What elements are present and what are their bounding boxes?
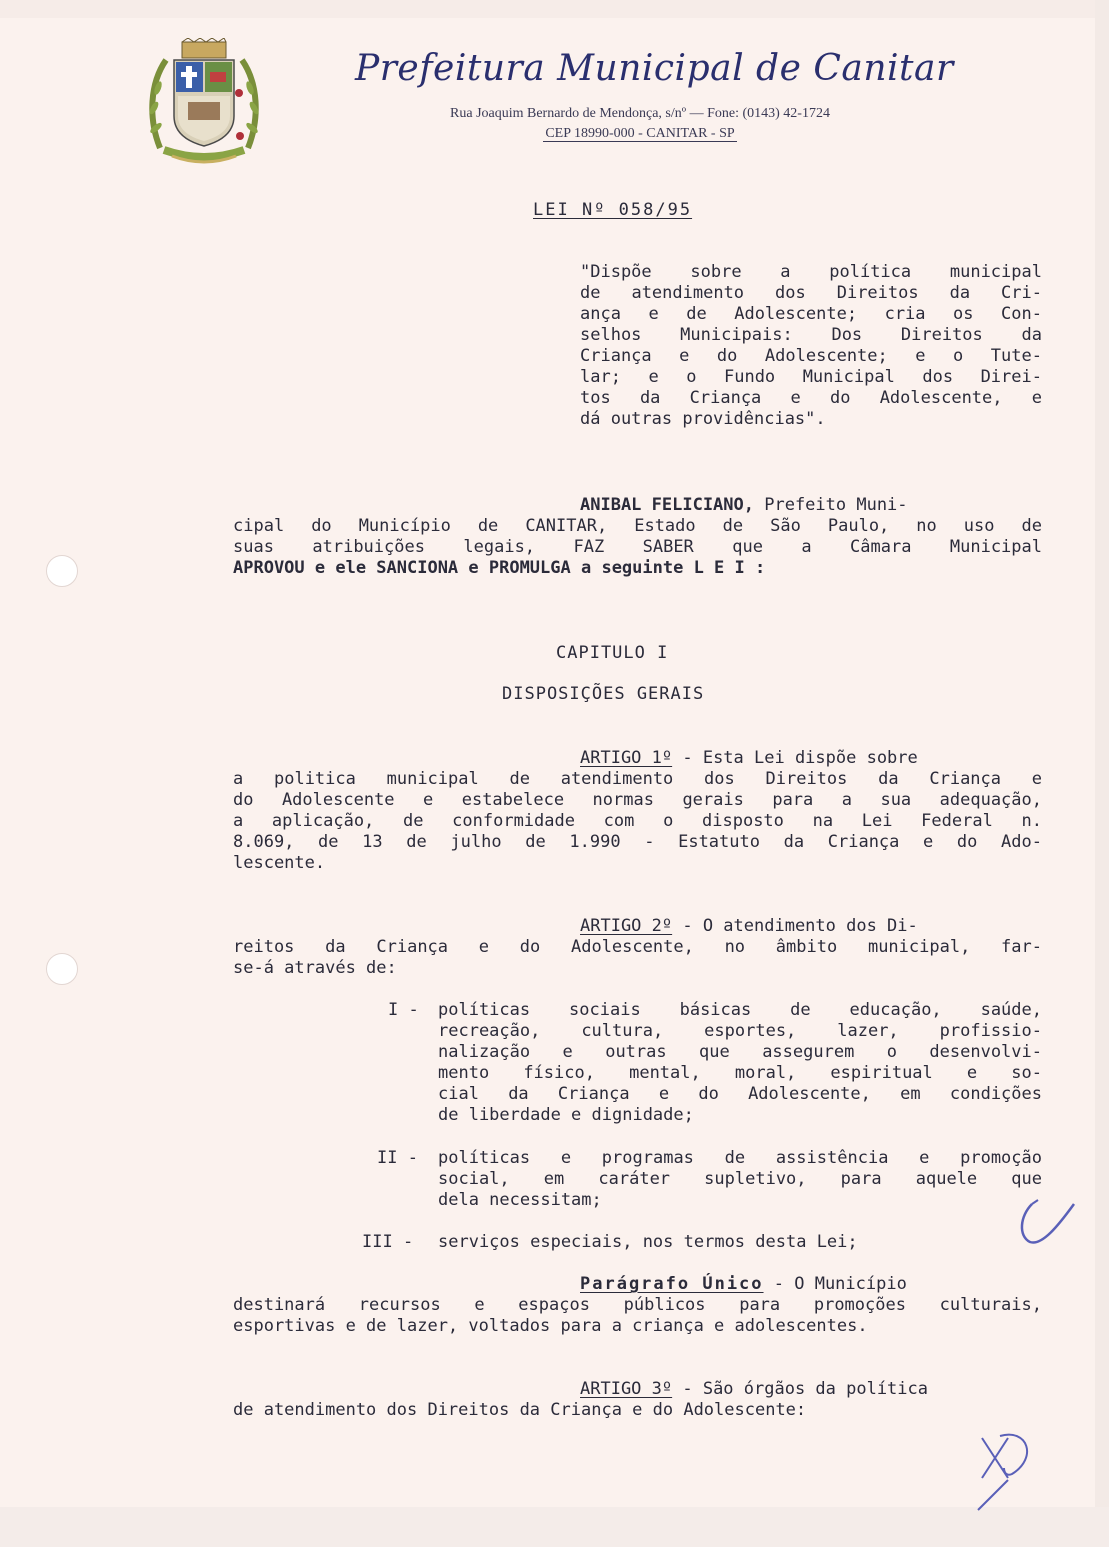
cep-text: CEP 18990-000 - CANITAR - SP	[545, 126, 735, 141]
item-number: II -	[377, 1148, 418, 1168]
mayor-name: ANIBAL FELICIANO,	[580, 495, 754, 515]
paragraph-line: destinará recursos e espaços públicos para promoções culturais,	[233, 1295, 1042, 1315]
letterhead-cep	[360, 126, 920, 142]
article-line: lescente.	[233, 853, 326, 873]
ementa-line: dá outras providências".	[580, 409, 826, 429]
article-text: - O atendimento dos Di-	[672, 916, 918, 936]
punch-hole-icon	[46, 555, 78, 587]
item-line: políticas e programas de assistência e promoção	[438, 1148, 1042, 1168]
preamble-line: cipal do Município de CANITAR, Estado de São Paulo, no uso de	[233, 516, 1042, 536]
punch-hole-icon	[46, 953, 78, 985]
ementa-line: tos da Criança e do Adolescente, e	[580, 388, 1042, 408]
item-number: I -	[388, 1000, 419, 1020]
article-3-label: ARTIGO 3º	[580, 1379, 673, 1399]
article-text: - São órgãos da política	[672, 1379, 928, 1399]
chapter-heading: CAPITULO I	[556, 643, 669, 663]
ementa-line: ança e de Adolescente; cria os Con-	[580, 304, 1042, 324]
article-1-first-line	[580, 748, 918, 769]
article-line: se-á através de:	[233, 958, 397, 978]
letterhead-address: Rua Joaquim Bernardo de Mendonça, s/nº — Fone: (0143) 42-1724	[450, 106, 830, 121]
item-line: serviços especiais, nos termos desta Lei;	[438, 1232, 858, 1252]
article-line: de atendimento dos Direitos da Criança e do Adolescente:	[233, 1400, 807, 1420]
article-line: reitos da Criança e do Adolescente, no âmbito municipal, far-	[233, 937, 1042, 957]
article-line: do Adolescente e estabelece normas gerais para a sua adequação,	[233, 790, 1042, 810]
item-line: de liberdade e dignidade;	[438, 1105, 694, 1125]
item-number: III -	[362, 1232, 414, 1252]
article-2-label: ARTIGO 2º	[580, 916, 673, 936]
item-line: mento físico, mental, moral, espiritual e so-	[438, 1063, 1042, 1083]
letterhead-title: Prefeitura Municipal de Canitar	[355, 48, 954, 89]
ementa-line: lar; e o Fundo Municipal dos Direi-	[580, 367, 1042, 387]
article-line: 8.069, de 13 de julho de 1.990 - Estatuto da Criança e do Ado-	[233, 832, 1042, 852]
item-line: cial da Criança e do Adolescente, em condições	[438, 1084, 1042, 1104]
law-title: LEI Nº 058/95	[533, 200, 693, 220]
paragraph-line: esportivas e de lazer, voltados para a criança e adolescentes.	[233, 1316, 868, 1336]
law-ementa	[580, 262, 1042, 430]
page-edge-right	[1095, 0, 1109, 1547]
article-1-label: ARTIGO 1º	[580, 748, 673, 768]
article-line: a politica municipal de atendimento dos Direitos da Criança e	[233, 769, 1042, 789]
handwritten-signature-icon	[968, 1418, 1058, 1518]
preamble-line: suas atribuições legais, FAZ SABER que a Câmara Municipal	[233, 537, 1042, 557]
item-line: social, em caráter supletivo, para aquele que	[438, 1169, 1042, 1189]
ementa-line: Criança e do Adolescente; e o Tute-	[580, 346, 1042, 366]
section-heading: DISPOSIÇÕES GERAIS	[502, 684, 705, 704]
ementa-line: selhos Municipais: Dos Direitos da	[580, 325, 1042, 345]
article-3-first-line	[580, 1379, 928, 1400]
ementa-line: de atendimento dos Direitos da Cri-	[580, 283, 1042, 303]
crest-icon	[142, 38, 266, 168]
article-2-first-line	[580, 916, 918, 937]
handwritten-initial-icon	[1012, 1196, 1082, 1256]
item-line: recreação, cultura, esportes, lazer, profissio-	[438, 1021, 1042, 1041]
item-line: dela necessitam;	[438, 1190, 602, 1210]
preamble-line	[580, 495, 908, 516]
item-line: nalização e outras que assegurem o desenvolvi-	[438, 1042, 1042, 1062]
paragraph-first-line	[580, 1274, 907, 1295]
article-text: - Esta Lei dispõe sobre	[672, 748, 918, 768]
preamble-line: APROVOU e ele SANCIONA e PROMULGA a seguinte L E I :	[233, 558, 766, 578]
paragraph-label: Parágrafo Único	[580, 1274, 764, 1294]
paragraph-text: - O Município	[763, 1274, 907, 1294]
page-edge-bottom	[0, 1507, 1109, 1547]
preamble-text: Prefeito Muni-	[754, 495, 908, 515]
ementa-line: "Dispõe sobre a política municipal	[580, 262, 1042, 282]
article-line: a aplicação, de conformidade com o disposto na Lei Federal n.	[233, 811, 1042, 831]
item-line: políticas sociais básicas de educação, saúde,	[438, 1000, 1042, 1020]
page-edge-top	[0, 0, 1109, 18]
